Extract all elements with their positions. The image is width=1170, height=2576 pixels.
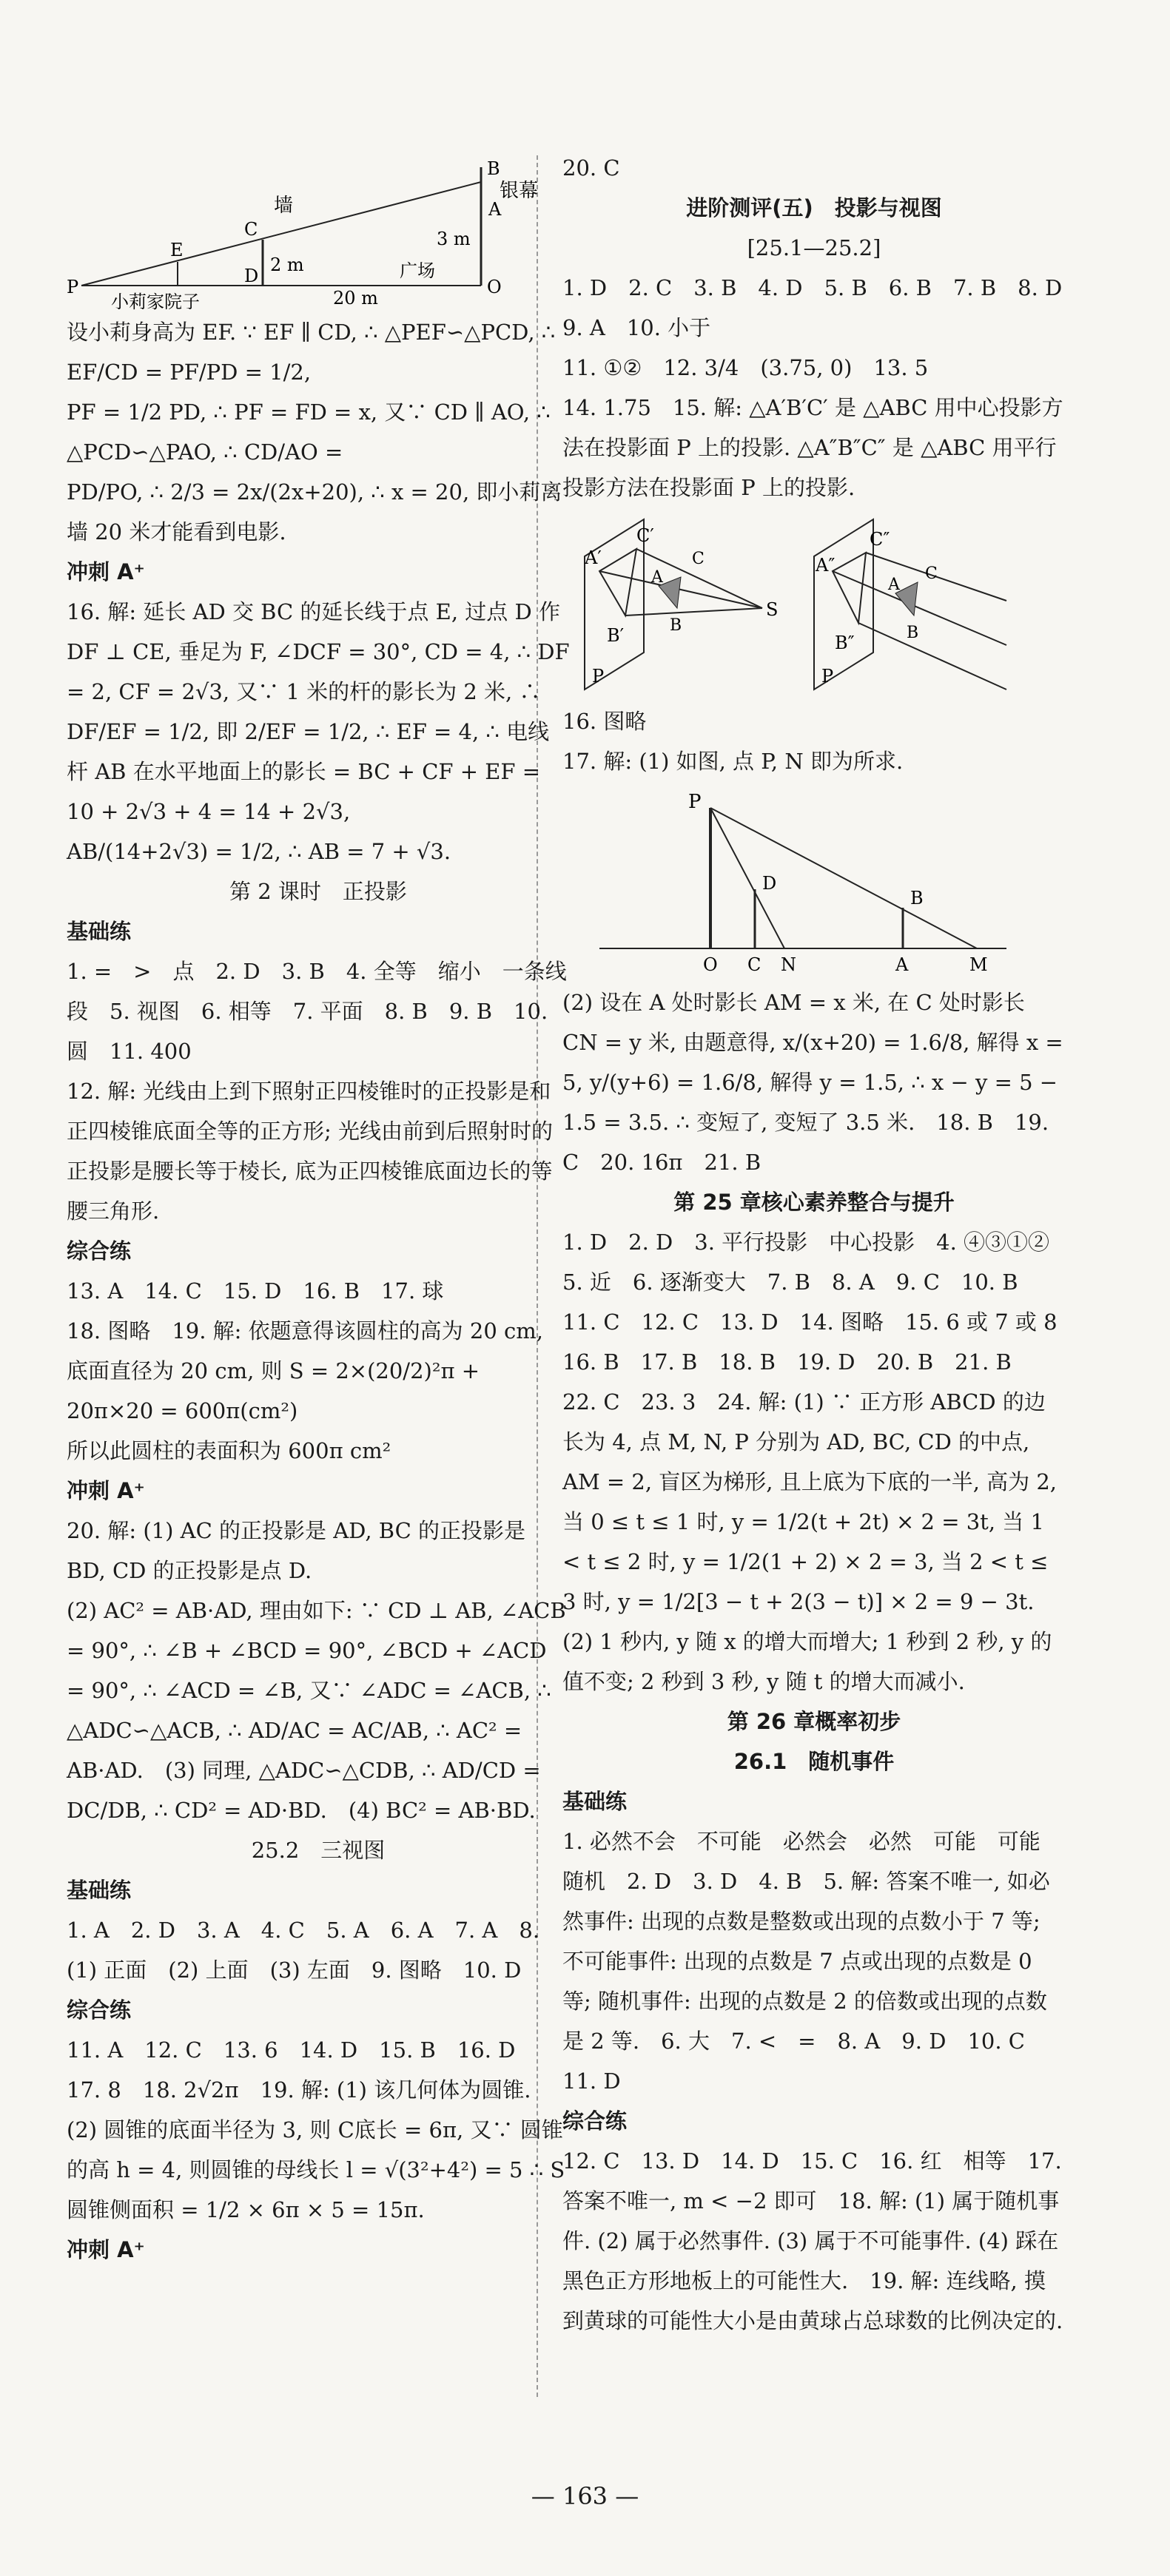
figure-street-lamp (562, 786, 1051, 978)
section-title: 进阶测评(五) 投影与视图 (686, 195, 942, 220)
page-number: — 163 — (531, 2482, 639, 2510)
text-line: AB/(14+2√3) = 1/2, ∴ AB = 7 + √3. (67, 839, 451, 864)
text-line: 17. 解: (1) 如图, 点 P, N 即为所求. (562, 749, 904, 774)
text-line: 1. D 2. C 3. B 4. D 5. B 6. B 7. B 8. D 9. A 10. 小于 (562, 275, 1084, 340)
text-line: 16. 图略 (562, 709, 647, 734)
section-label: 冲刺 A⁺ (67, 559, 145, 584)
section-label: 基础练 (562, 1789, 628, 1814)
section-label: 冲刺 A⁺ (67, 1478, 145, 1503)
label-2m: 2 m (270, 254, 304, 275)
label-B: B (487, 158, 500, 179)
label-A: A (488, 199, 502, 220)
text-line: 所以此圆柱的表面积为 600π cm² (67, 1438, 391, 1463)
section-range: [25.1—25.2] (747, 235, 881, 260)
text-line: 设小莉身高为 EF. ∵ EF ∥ CD, ∴ △PEF∽△PCD, ∴ EF/CD = PF/PD = 1/2, (67, 320, 556, 385)
label-plaza: 广场 (400, 260, 435, 281)
right-column (562, 148, 1084, 2341)
section-title: 第 2 课时 正投影 (229, 879, 407, 904)
label-C: C (747, 954, 761, 975)
text-line: (2) AC² = AB·AD, 理由如下: ∵ CD ⊥ AB, ∠ACB = 90°, ∴ ∠B + ∠BCD = 90°, ∠BCD + ∠ACD = 90°, ∴ ∠ACD = ∠B, 又∵ ∠ADC = ∠ACB, ∴ △ADC∽△ACB, ∴ AD/AC = AC/AB, ∴ AC² = AB·AD. (3) 同理, △ADC∽△CDB, ∴ AD/CD = DC/DB, ∴ CD² = AD·BD. (4) BC² = AB·BD. (67, 1598, 566, 1823)
label-M: M (969, 954, 988, 975)
label-B-prime: B′ (607, 625, 625, 646)
label-A-prime: A′ (585, 547, 602, 568)
label-S: S (766, 599, 779, 620)
label-B-double-prime: B″ (835, 633, 855, 653)
label-C: C (692, 550, 705, 568)
text-line: 11. A 12. C 13. 6 14. D 15. B 16. D 17. 8 18. 2√2π 19. 解: (1) 该几何体为圆锥. (2) 圆锥的底面半径为 3, 则 C底长 = 6π, 又∵ 圆锥的高 h = 4, 则圆锥的母线长 l = √(3²+4²) = 5 ∴ S圆锥侧面积 = 1/2 × 6π × 5 = 15π. (67, 2037, 565, 2222)
left-column (67, 148, 570, 2270)
label-plane-P: P (821, 666, 834, 687)
text-line: 14. 1.75 15. 解: △A′B′C′ 是 △ABC 用中心投影方法在投影面 P 上的投影. △A″B″C″ 是 △ABC 用平行投影方法在投影面 P 上的投影. (562, 395, 1063, 500)
label-P: P (688, 791, 702, 813)
section-label: 基础练 (67, 919, 132, 944)
label-B: B (670, 616, 682, 635)
text-line: 1. D 2. D 3. 平行投影 中心投影 4. ④③①② 5. 近 6. 逐渐变大 7. B 8. A 9. C 10. B 11. C 12. C 13. D 14. 图略 15. 6 或 7 或 8 16. B 17. B 18. B 19. D 20. B 21. B 22. C 23. 3 24. 解: (1) ∵ 正方形 ABCD 的边长为 4, 点 M, N, P 分别为 AD, BC, CD 的中点, AM = 2, 盲区为梯形, 且上底为下底的一半, 高为 2, 当 0 ≤ t ≤ 1 时, y = 1/2(t + 2t) × 2 = 3t, 当 1 < t ≤ 2 时, y = 1/2(1 + 2) × 2 = 3, 当 2 < t ≤ 3 时, y = 1/2[3 − t + 2(3 − t)] × 2 = 9 − 3t. (2) 1 秒内, y 随 x 的增大而增大; 1 秒到 2 秒, y 的值不变; 2 秒到 3 秒, y 随 t 的增大而减小. (562, 1230, 1079, 1694)
label-A: A (651, 568, 663, 587)
text-line: PD/PO, ∴ 2/3 = 2x/(2x+20), ∴ x = 20, 即小莉离墙 20 米才能看到电影. (67, 479, 562, 544)
label-N: N (781, 954, 796, 975)
label-D: D (762, 873, 777, 894)
text-line: 20. C (562, 155, 620, 181)
figure-projections (562, 512, 1051, 697)
text-line: 16. 解: 延长 AD 交 BC 的延长线于点 E, 过点 D 作 DF ⊥ CE, 垂足为 F, ∠DCF = 30°, CD = 4, ∴ DF = 2, CF = 2√3, 又∵ 1 米的杆的影长为 2 米, ∴ DF/EF = 1/2, 即 2/EF = 1/2, ∴ EF = 4, ∴ 电线杆 AB 在水平地面上的影长 = BC + CF + EF = 10 + 2√3 + 4 = 14 + 2√3, (67, 599, 570, 824)
section-title: 第 26 章概率初步 (727, 1709, 901, 1734)
section-title: 26.1 随机事件 (733, 1749, 895, 1774)
section-label: 综合练 (67, 1997, 132, 2023)
text-line: 1. 必然不会 不可能 必然会 必然 可能 可能 随机 2. D 3. D 4. B 5. 解: 答案不唯一, 如必然事件: 出现的点数是整数或出现的点数小于 7 等; 不可能事件: 出现的点数是 7 点或出现的点数是 0 等; 随机事件: 出现的点数是 2 的倍数或出现的点数是 2 等. 6. 大 7. < = 8. A 9. D 10. C 11. D (562, 1829, 1062, 2094)
label-C-prime: C′ (636, 525, 654, 546)
label-C-double-prime: C″ (870, 529, 890, 550)
text-line: 11. ①② 12. 3/4 (3.75, 0) 13. 5 (562, 355, 929, 380)
section-title: 25.2 三视图 (251, 1838, 386, 1863)
figure-screen-wall (67, 152, 539, 312)
text-line: PF = 1/2 PD, ∴ PF = FD = x, 又∵ CD ∥ AO, ∴ △PCD∽△PAO, ∴ CD/AO = (67, 399, 551, 465)
label-plane-P: P (592, 666, 605, 687)
label-20m: 20 m (333, 288, 378, 308)
label-O: O (487, 277, 502, 297)
text-line: 12. C 13. D 14. D 15. C 16. 红 相等 17. 答案不唯一, m < −2 即可 18. 解: (1) 属于随机事件. (2) 属于必然事件. (3) 属于不可能事件. (4) 踩在黑色正方形地板上的可能性大. 19. 解: 连线略, 摸到黄球的可能性大小是由黄球占总球数的比例决定的. (562, 2148, 1063, 2333)
label-B: B (907, 624, 919, 642)
section-label: 基础练 (67, 1878, 132, 1903)
label-yard: 小莉家院子 (111, 291, 200, 312)
label-B: B (910, 888, 924, 908)
section-label: 综合练 (67, 1238, 132, 1264)
label-screen: 银幕 (500, 180, 539, 202)
text-line: 1. A 2. D 3. A 4. C 5. A 6. A 7. A 8. (1) 正面 (2) 上面 (3) 左面 9. 图略 10. D (67, 1918, 540, 1983)
label-D: D (244, 266, 259, 286)
text-line: (2) 设在 A 处时影长 AM = x 米, 在 C 处时影长 CN = y 米, 由题意得, x/(x+20) = 1.6/8, 解得 x = 5, y/(y+6) = 1.6/8, 解得 y = 1.5, ∴ x − y = 5 − 1.5 = 3.5. ∴ 变短了, 变短了 3.5 米. 18. B 19. C 20. 16π 21. B (562, 990, 1063, 1175)
label-C: C (925, 564, 938, 583)
section-label: 冲刺 A⁺ (67, 2237, 145, 2262)
section-title: 第 25 章核心素养整合与提升 (673, 1190, 955, 1215)
label-E: E (170, 240, 184, 260)
text-line: 13. A 14. C 15. D 16. B 17. 球 (67, 1278, 444, 1304)
label-A: A (888, 576, 900, 594)
label-P: P (67, 277, 79, 297)
text-line: 20. 解: (1) AC 的正投影是 AD, BC 的正投影是 BD, CD 的正投影是点 D. (67, 1518, 526, 1583)
label-wall: 墙 (274, 195, 294, 217)
label-O: O (703, 954, 718, 975)
section-label: 综合练 (562, 2108, 628, 2134)
label-C: C (244, 219, 258, 240)
text-line: 1. = > 点 2. D 3. B 4. 全等 缩小 一条线段 5. 视图 6. 相等 7. 平面 8. B 9. B 10. 圆 11. 400 (67, 959, 567, 1064)
text-line: 18. 图略 19. 解: 依题意得该圆柱的高为 20 cm, 底面直径为 20 cm, 则 S = 2×(20/2)²π + 20π×20 = 600π(cm²) (67, 1318, 543, 1423)
label-3m: 3 m (437, 229, 471, 249)
text-line: 12. 解: 光线由上到下照射正四棱锥时的正投影是和正四棱锥底面全等的正方形; 光线由前到后照射时的正投影是腰长等于棱长, 底为正四棱锥底面边长的等腰三角形. (67, 1079, 553, 1224)
label-A: A (895, 954, 909, 975)
label-A-double-prime: A″ (816, 555, 836, 576)
